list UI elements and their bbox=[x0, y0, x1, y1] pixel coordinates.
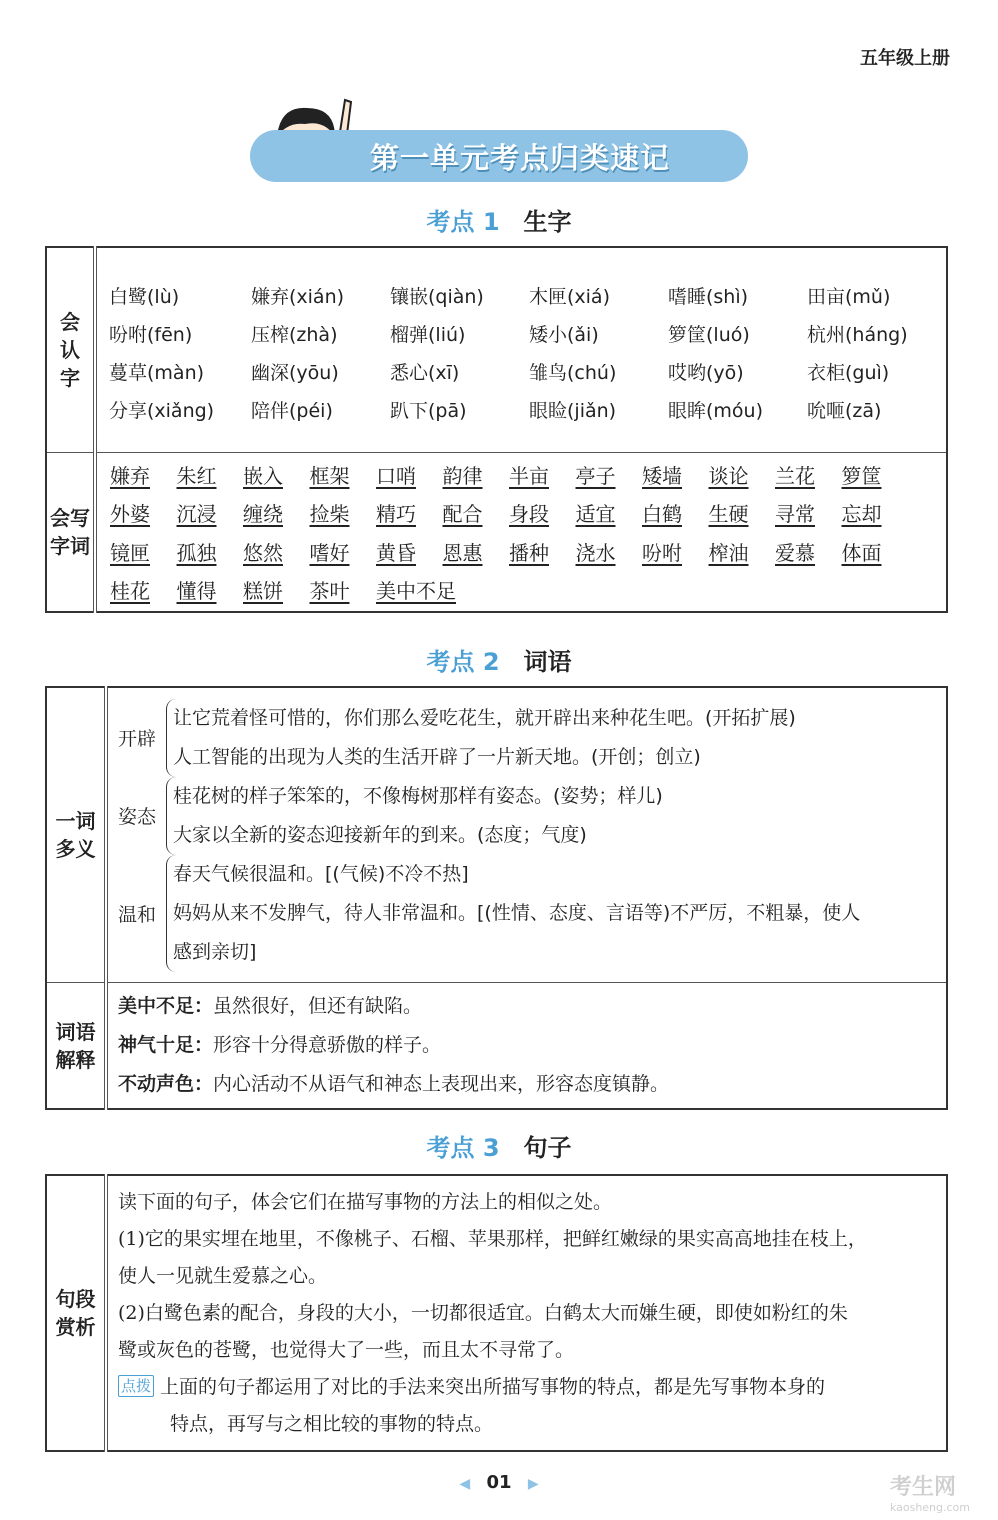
recognize-char-item: 眼眸(móu) bbox=[668, 399, 764, 422]
write-word-text: 孤独 bbox=[176, 540, 217, 565]
write-word-text: 嫌弃 bbox=[110, 463, 150, 488]
recognize-char-item: 分享(xiǎng) bbox=[109, 399, 215, 422]
write-word-item bbox=[243, 498, 310, 527]
write-word-text: 身段 bbox=[509, 502, 549, 527]
write-word-item bbox=[376, 575, 456, 604]
recognize-char-item: 田亩(mǔ) bbox=[807, 285, 891, 308]
recognize-char-item: 白鹭(lù) bbox=[109, 285, 180, 308]
write-word-text: 缠绕 bbox=[243, 502, 283, 527]
write-word-text: 美中不足 bbox=[376, 579, 456, 604]
write-word-text: 口哨 bbox=[376, 463, 416, 488]
section3-table bbox=[45, 1174, 948, 1452]
sentence-label: 句段赏析 bbox=[46, 1175, 106, 1451]
write-word-text: 配合 bbox=[442, 502, 483, 527]
write-word-item bbox=[576, 498, 643, 527]
write-word-item bbox=[177, 460, 244, 489]
section3-number: 考点 3 bbox=[426, 1134, 500, 1162]
write-word-text: 忘却 bbox=[841, 502, 882, 527]
explanation-term: 美中不足： bbox=[118, 995, 214, 1017]
write-word-item bbox=[243, 460, 310, 489]
recognize-char-item: 嗜睡(shì) bbox=[668, 285, 749, 308]
page-number: ◀ 01 ▶ bbox=[459, 1472, 539, 1493]
write-word-item bbox=[110, 575, 177, 604]
write-word-text: 糕饼 bbox=[243, 579, 283, 604]
write-word-item bbox=[842, 537, 909, 566]
write-word-text: 箩筐 bbox=[841, 463, 882, 488]
write-word-text: 桂花 bbox=[110, 579, 150, 604]
recognize-char-item: 木匣(xiá) bbox=[529, 285, 610, 308]
polysemy-content bbox=[106, 687, 947, 983]
write-word-item bbox=[177, 537, 244, 566]
write-word-item bbox=[642, 498, 709, 527]
write-word-text: 捡柴 bbox=[309, 502, 350, 527]
recognize-char-item: 压榨(zhà) bbox=[251, 323, 338, 346]
polysemy-word: 开辟 bbox=[118, 728, 157, 750]
explanation-definition: 形容十分得意骄傲的样子。 bbox=[213, 1034, 442, 1056]
write-row bbox=[98, 571, 945, 610]
tip-line-2: 特点，再写与之相比较的事物的特点。 bbox=[170, 1412, 494, 1435]
write-word-text: 镜匣 bbox=[110, 540, 150, 565]
polysemy-sentence: 大家以全新的姿态迎接新年的到来。(态度；气度) bbox=[173, 823, 587, 846]
polysemy-label: 一词多义 bbox=[46, 687, 106, 983]
explanation-term: 神气十足： bbox=[118, 1034, 214, 1056]
write-word-text: 沉浸 bbox=[176, 502, 217, 527]
write-word-item bbox=[310, 498, 377, 527]
write-word-text: 外婆 bbox=[110, 502, 150, 527]
write-word-item bbox=[775, 537, 842, 566]
write-word-text: 框架 bbox=[309, 463, 350, 488]
prev-arrow-icon: ◀ bbox=[459, 1476, 471, 1492]
tip-tag: 点拨 bbox=[118, 1375, 154, 1397]
recognize-char-item: 哎哟(yō) bbox=[668, 361, 744, 384]
write-word-item bbox=[509, 537, 576, 566]
write-word-item bbox=[642, 537, 709, 566]
write-word-item bbox=[443, 498, 510, 527]
write-word-text: 嵌入 bbox=[243, 463, 283, 488]
write-word-item bbox=[509, 460, 576, 489]
recognize-char-item: 衣柜(guì) bbox=[807, 361, 890, 384]
write-word-item bbox=[110, 460, 177, 489]
section2-number: 考点 2 bbox=[426, 648, 500, 676]
explanation-definition: 内心活动不从语气和神态上表现出来，形容态度镇静。 bbox=[213, 1073, 670, 1095]
write-word-item bbox=[709, 460, 776, 489]
polysemy-sentence: 让它荒着怪可惜的，你们那么爱吃花生，就开辟出来种花生吧。(开拓扩展) bbox=[173, 706, 796, 729]
watermark: 考生网 kaosheng.com bbox=[889, 1475, 970, 1514]
recognize-char-item: 镶嵌(qiàn) bbox=[390, 285, 484, 308]
sentence-line: (2)白鹭色素的配合，身段的大小，一切都很适宜。白鹤太大而嫌生硬，即使如粉红的朱 bbox=[118, 1301, 848, 1324]
write-word-text: 悠然 bbox=[243, 540, 283, 565]
recognize-char-item: 矮小(ǎi) bbox=[529, 323, 599, 346]
write-word-item bbox=[709, 498, 776, 527]
explanation-line bbox=[118, 1065, 946, 1104]
write-word-item bbox=[376, 460, 443, 489]
write-word-text: 恩惠 bbox=[442, 540, 483, 565]
banner-title: 第一单元考点归类速记 bbox=[370, 141, 671, 175]
polysemy-lines bbox=[166, 855, 860, 972]
recognize-char-item: 幽深(yōu) bbox=[251, 361, 339, 384]
write-row bbox=[98, 494, 945, 533]
write-word-text: 兰花 bbox=[775, 463, 815, 488]
write-word-item bbox=[310, 575, 377, 604]
section2-name: 词语 bbox=[523, 648, 572, 676]
polysemy-sentence: 人工智能的出现为人类的生活开辟了一片新天地。(开创；创立) bbox=[173, 745, 701, 768]
write-word-item bbox=[443, 537, 510, 566]
write-word-item bbox=[642, 460, 709, 489]
explanation-content bbox=[106, 983, 947, 1110]
section1-heading bbox=[0, 202, 998, 237]
write-word-item bbox=[842, 460, 909, 489]
polysemy-group bbox=[118, 699, 946, 777]
write-word-text: 生硬 bbox=[708, 502, 749, 527]
grade-label: 五年级上册 bbox=[860, 48, 950, 69]
section3-name: 句子 bbox=[523, 1134, 572, 1162]
sentence-line: 使人一见就生爱慕之心。 bbox=[118, 1264, 328, 1287]
section3-heading bbox=[0, 1128, 998, 1163]
write-word-item bbox=[243, 575, 310, 604]
write-word-item bbox=[775, 498, 842, 527]
section2-heading bbox=[0, 642, 998, 677]
write-word-item bbox=[443, 460, 510, 489]
write-word-text: 白鹤 bbox=[642, 502, 682, 527]
recognize-char-item: 榴弹(liú) bbox=[390, 323, 466, 346]
write-word-text: 韵律 bbox=[442, 463, 483, 488]
explanation-term: 不动声色： bbox=[118, 1073, 214, 1095]
section2-table bbox=[45, 686, 948, 1110]
sentence-content bbox=[106, 1175, 947, 1451]
write-word-text: 茶叶 bbox=[309, 579, 350, 604]
polysemy-lines bbox=[166, 777, 663, 855]
write-word-item bbox=[310, 537, 377, 566]
recognize-label: 会认字 bbox=[46, 247, 95, 453]
explanation-definition: 虽然很好，但还有缺陷。 bbox=[213, 995, 423, 1017]
write-word-text: 矮墙 bbox=[642, 463, 682, 488]
recognize-char-item: 蔓草(màn) bbox=[109, 361, 205, 384]
write-word-item bbox=[376, 498, 443, 527]
write-word-text: 谈论 bbox=[708, 463, 749, 488]
polysemy-group bbox=[118, 855, 946, 972]
recognize-row bbox=[109, 314, 946, 352]
write-word-text: 亭子 bbox=[575, 463, 616, 488]
recognize-char-item: 悉心(xī) bbox=[390, 361, 460, 384]
write-word-item bbox=[709, 537, 776, 566]
explanation-line bbox=[118, 987, 946, 1026]
write-row bbox=[98, 455, 945, 494]
recognize-char-item: 杭州(háng) bbox=[807, 323, 908, 346]
write-word-text: 半亩 bbox=[509, 463, 549, 488]
write-word-text: 精巧 bbox=[376, 502, 416, 527]
polysemy-lines bbox=[166, 699, 796, 777]
polysemy-sentence: 感到亲切] bbox=[173, 940, 257, 963]
write-word-text: 体面 bbox=[841, 540, 882, 565]
recognize-char-item: 眼睑(jiǎn) bbox=[529, 399, 617, 422]
polysemy-word: 姿态 bbox=[118, 806, 157, 828]
explanation-label: 词语解释 bbox=[46, 983, 106, 1110]
polysemy-sentence: 春天气候很温和。[(气候)不冷不热] bbox=[173, 862, 469, 885]
recognize-char-item: 箩筐(luó) bbox=[668, 323, 750, 346]
write-word-text: 播种 bbox=[509, 540, 549, 565]
write-word-text: 朱红 bbox=[176, 463, 217, 488]
write-label: 会写字词 bbox=[46, 453, 95, 613]
write-word-item bbox=[243, 537, 310, 566]
write-word-item bbox=[576, 537, 643, 566]
polysemy-group bbox=[118, 777, 946, 855]
write-word-text: 懂得 bbox=[176, 579, 217, 604]
section1-number: 考点 1 bbox=[426, 208, 500, 236]
recognize-char-item: 嫌弃(xián) bbox=[251, 285, 345, 308]
section1-name: 生字 bbox=[523, 208, 572, 236]
write-words bbox=[95, 453, 947, 613]
recognize-char-item: 雏鸟(chú) bbox=[529, 361, 617, 384]
write-word-item bbox=[310, 460, 377, 489]
write-word-text: 寻常 bbox=[775, 502, 815, 527]
write-word-item bbox=[576, 460, 643, 489]
write-row bbox=[98, 532, 945, 571]
recognize-char-item: 陪伴(péi) bbox=[251, 399, 333, 422]
write-word-text: 吩咐 bbox=[642, 540, 682, 565]
write-word-item bbox=[177, 575, 244, 604]
unit-banner bbox=[250, 130, 748, 182]
recognize-char-item: 吩咐(fēn) bbox=[109, 323, 193, 346]
polysemy-word: 温和 bbox=[118, 903, 157, 926]
write-word-text: 适宜 bbox=[575, 502, 616, 527]
tip-line-1: 点拨 上面的句子都运用了对比的手法来突出所描写事物的特点，都是先写事物本身的 bbox=[118, 1369, 936, 1406]
write-word-item bbox=[177, 498, 244, 527]
sentence-line: (1)它的果实埋在地里，不像桃子、石榴、苹果那样，把鲜红嫩绿的果实高高地挂在枝上， bbox=[118, 1227, 867, 1250]
write-word-item bbox=[842, 498, 909, 527]
recognize-chars bbox=[95, 247, 947, 453]
write-word-item bbox=[110, 498, 177, 527]
write-word-text: 嗜好 bbox=[309, 540, 350, 565]
write-word-text: 黄昏 bbox=[376, 540, 416, 565]
next-arrow-icon: ▶ bbox=[527, 1476, 539, 1492]
recognize-char-item: 吮咂(zā) bbox=[807, 399, 882, 422]
write-word-item bbox=[509, 498, 576, 527]
polysemy-sentence: 桂花树的样子笨笨的，不像梅树那样有姿态。(姿势；样儿) bbox=[173, 784, 663, 807]
write-word-text: 爱慕 bbox=[775, 540, 815, 565]
sentence-line: 读下面的句子，体会它们在描写事物的方法上的相似之处。 bbox=[118, 1190, 613, 1213]
write-word-text: 浇水 bbox=[575, 540, 616, 565]
recognize-row bbox=[109, 276, 946, 314]
recognize-row bbox=[109, 352, 946, 390]
write-word-item bbox=[376, 537, 443, 566]
section1-table bbox=[45, 246, 948, 613]
write-word-item bbox=[110, 537, 177, 566]
polysemy-sentence: 妈妈从来不发脾气，待人非常温和。[(性情、态度、言语等)不严厉，不粗暴，使人 bbox=[173, 901, 861, 924]
explanation-line bbox=[118, 1026, 946, 1065]
sentence-line: 鹭或灰色的苍鹭，也觉得大了一些，而且太不寻常了。 bbox=[118, 1338, 575, 1361]
recognize-char-item: 趴下(pā) bbox=[390, 399, 467, 422]
recognize-row bbox=[109, 390, 946, 428]
write-word-text: 榨油 bbox=[708, 540, 749, 565]
write-word-item bbox=[775, 460, 842, 489]
